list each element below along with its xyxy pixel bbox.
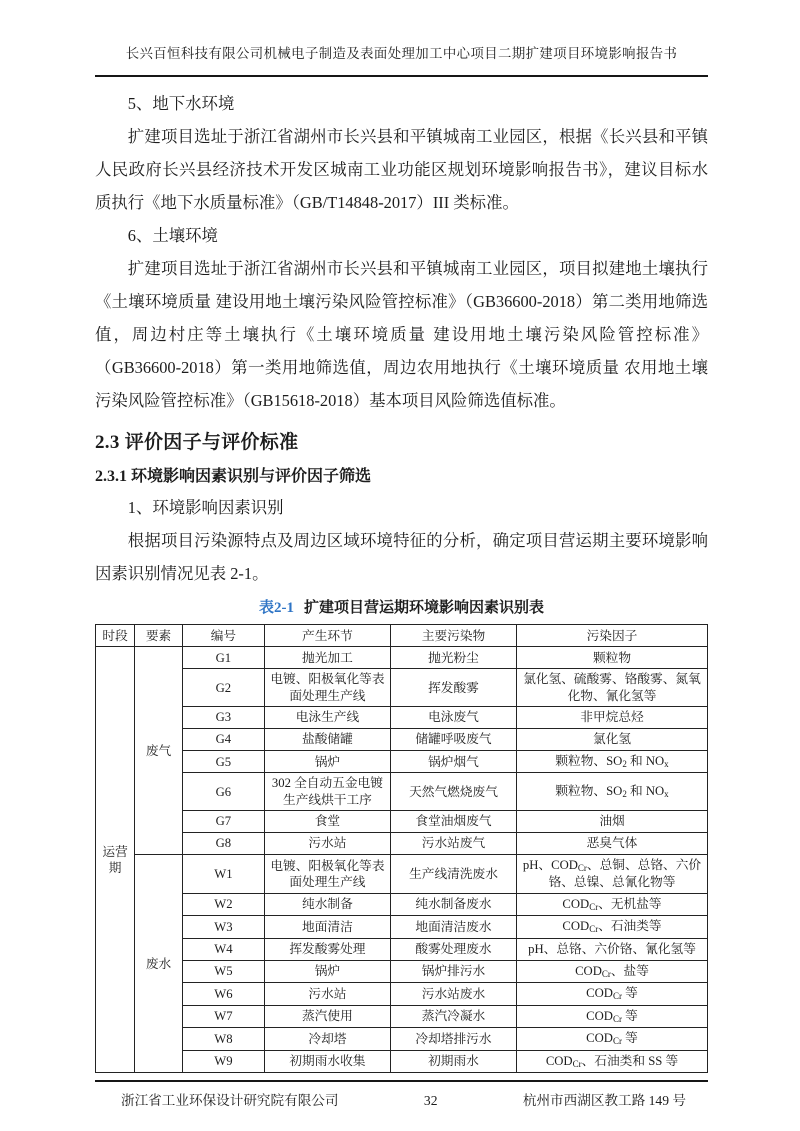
impact-table-head: [96, 625, 708, 647]
table-row: [96, 1050, 708, 1073]
cell-stage: 电镀、阳极氧化等表面处理生产线: [264, 669, 390, 707]
table-row: [96, 1005, 708, 1028]
section-6-paragraph: 扩建项目选址于浙江省湖州市长兴县和平镇城南工业园区，项目拟建地土壤执行《土壤环境质量 建设用地土壤污染风险管控标准》（GB36600-2018）第二类用地筛选值，周边村庄等土壤执行《土壤环境质量 建设用地土壤污染风险管控标准》（GB36600-2018）第一类用地筛选值，周边农用地执行《土壤环境质量 农用地土壤污染风险管控标准》（GB15618-2018）基本项目风险筛选值标准。: [95, 259, 708, 411]
cell-code: W5: [182, 960, 264, 983]
table-row: [96, 983, 708, 1006]
cell-factors: $COD_{Cr}$ 等: [517, 1028, 708, 1051]
cell-pollutant: 污水站废气: [390, 832, 516, 854]
cell-pollutant: 生产线清洗废水: [390, 854, 516, 893]
cell-pollutant: 食堂油烟废气: [390, 810, 516, 832]
cell-factors: $COD_{Cr}$、盐等: [517, 960, 708, 983]
table-row: [96, 647, 708, 669]
cell-code: G4: [182, 728, 264, 750]
cell-pollutant: 地面清洁废水: [390, 916, 516, 939]
cell-code: W9: [182, 1050, 264, 1073]
table-row: [96, 960, 708, 983]
table-row: [96, 938, 708, 960]
item-1-heading: 1、环境影响因素识别: [127, 498, 284, 518]
cell-stage: 302 全自动五金电镀生产线烘干工序: [264, 773, 390, 811]
footer-rule: [95, 1080, 708, 1082]
footer-company: 浙江省工业环保设计研究院有限公司: [121, 1093, 339, 1109]
cell-code: W3: [182, 916, 264, 939]
cell-code: W6: [182, 983, 264, 1006]
cell-pollutant: 纯水制备废水: [390, 893, 516, 916]
cell-pollutant: 锅炉烟气: [390, 750, 516, 773]
cell-factors: 非甲烷总烃: [517, 706, 708, 728]
cell-code: G3: [182, 706, 264, 728]
cell-factors: $COD_{Cr}$、无机盐等: [517, 893, 708, 916]
table-row: [96, 916, 708, 939]
page-footer: [95, 1089, 708, 1109]
impact-table-body: [96, 647, 708, 1073]
cell-code: W2: [182, 893, 264, 916]
cell-code: G7: [182, 810, 264, 832]
section-2-3-heading: 2.3 评价因子与评价标准: [95, 432, 299, 454]
cell-stage: 盐酸储罐: [264, 728, 390, 750]
cell-stage: 冷却塔: [264, 1028, 390, 1051]
cell-stage: 纯水制备: [264, 893, 390, 916]
cell-code: W8: [182, 1028, 264, 1051]
cell-stage: 抛光加工: [264, 647, 390, 669]
table-header-row: [96, 625, 708, 647]
cell-stage: 蒸汽使用: [264, 1005, 390, 1028]
cell-factors: 颗粒物、$SO_2$ 和 $NO_x$: [517, 750, 708, 773]
table-row: [96, 773, 708, 811]
cell-code: W4: [182, 938, 264, 960]
cell-pollutant: 冷却塔排污水: [390, 1028, 516, 1051]
cell-pollutant: 挥发酸雾: [390, 669, 516, 707]
cell-factors: $COD_{Cr}$、石油类等: [517, 916, 708, 939]
table-row: [96, 1028, 708, 1051]
section-5-heading: 5、地下水环境: [127, 94, 235, 114]
cell-pollutant: 污水站废水: [390, 983, 516, 1006]
report-header-title: 长兴百恒科技有限公司机械电子制造及表面处理加工中心项目二期扩建项目环境影响报告书: [125, 46, 678, 61]
table-row: [96, 669, 708, 707]
cell-stage: 电镀、阳极氧化等表面处理生产线: [264, 854, 390, 893]
table-row: [96, 893, 708, 916]
cell-pollutant: 抛光粉尘: [390, 647, 516, 669]
cell-stage: 电泳生产线: [264, 706, 390, 728]
footer-page-number: 32: [423, 1093, 438, 1109]
column-header: 污染因子: [517, 625, 708, 647]
item-1-paragraph: 根据项目污染源特点及周边区域环境特征的分析，确定项目营运期主要环境影响因素识别情况见表 2-1。: [95, 531, 708, 584]
column-header: 时段: [96, 625, 135, 647]
cell-stage: 食堂: [264, 810, 390, 832]
section-6-heading: 6、土壤环境: [127, 226, 218, 246]
cell-pollutant: 锅炉排污水: [390, 960, 516, 983]
cell-stage: 地面清洁: [264, 916, 390, 939]
cell-code: G6: [182, 773, 264, 811]
cell-factors: $COD_{Cr}$ 等: [517, 1005, 708, 1028]
cell-factors: $COD_{Cr}$ 等: [517, 983, 708, 1006]
column-header: 产生环节: [264, 625, 390, 647]
document-body: [95, 87, 708, 1073]
cell-factors: 油烟: [517, 810, 708, 832]
cell-pollutant: 电泳废气: [390, 706, 516, 728]
cell-element: 废水: [135, 854, 183, 1072]
cell-pollutant: 储罐呼吸废气: [390, 728, 516, 750]
cell-period: 运营期: [96, 647, 135, 1073]
cell-code: G2: [182, 669, 264, 707]
cell-element: 废气: [135, 647, 183, 855]
section-2-3-1-heading: 2.3.1 环境影响因素识别与评价因子筛选: [95, 468, 372, 486]
table-caption-title: 扩建项目营运期环境影响因素识别表: [303, 600, 544, 617]
cell-pollutant: 蒸汽冷凝水: [390, 1005, 516, 1028]
cell-pollutant: 初期雨水: [390, 1050, 516, 1073]
column-header: 编号: [182, 625, 264, 647]
cell-factors: 恶臭气体: [517, 832, 708, 854]
cell-factors: pH、总铬、六价铬、氰化氢等: [517, 938, 708, 960]
impact-factor-table: [95, 624, 708, 1073]
footer-address: 杭州市西湖区教工路 149 号: [522, 1093, 686, 1109]
cell-stage: 初期雨水收集: [264, 1050, 390, 1073]
cell-code: W7: [182, 1005, 264, 1028]
column-header: 要素: [135, 625, 183, 647]
header-rule: [95, 75, 708, 77]
cell-stage: 污水站: [264, 832, 390, 854]
cell-factors: 颗粒物、$SO_2$ 和 $NO_x$: [517, 773, 708, 811]
cell-stage: 挥发酸雾处理: [264, 938, 390, 960]
table-caption-label: 表2-1: [258, 600, 294, 617]
section-5-paragraph: 扩建项目选址于浙江省湖州市长兴县和平镇城南工业园区，根据《长兴县和平镇人民政府长兴县经济技术开发区城南工业功能区规划环境影响报告书》，建议目标水质执行《地下水质量标准》（GB/T14848-2017）III 类标准。: [95, 127, 708, 213]
cell-stage: 锅炉: [264, 750, 390, 773]
cell-code: G5: [182, 750, 264, 773]
cell-pollutant: 天然气燃烧废气: [390, 773, 516, 811]
cell-factors: 氯化氢: [517, 728, 708, 750]
cell-pollutant: 酸雾处理废水: [390, 938, 516, 960]
cell-code: G1: [182, 647, 264, 669]
column-header: 主要污染物: [390, 625, 516, 647]
table-row: [96, 706, 708, 728]
table-row: [96, 728, 708, 750]
table-row: [96, 854, 708, 893]
cell-code: G8: [182, 832, 264, 854]
table-caption: [95, 596, 708, 617]
cell-factors: 氯化氢、硫酸雾、铬酸雾、氮氧化物、氰化氢等: [517, 669, 708, 707]
cell-factors: $COD_{Cr}$、石油类和 SS 等: [517, 1050, 708, 1073]
cell-code: W1: [182, 854, 264, 893]
table-row: [96, 832, 708, 854]
cell-factors: 颗粒物: [517, 647, 708, 669]
table-row: [96, 750, 708, 773]
cell-stage: 锅炉: [264, 960, 390, 983]
table-row: [96, 810, 708, 832]
cell-factors: pH、$COD_{Cr}$、总铜、总铬、六价铬、总镍、总氰化物等: [517, 854, 708, 893]
cell-stage: 污水站: [264, 983, 390, 1006]
